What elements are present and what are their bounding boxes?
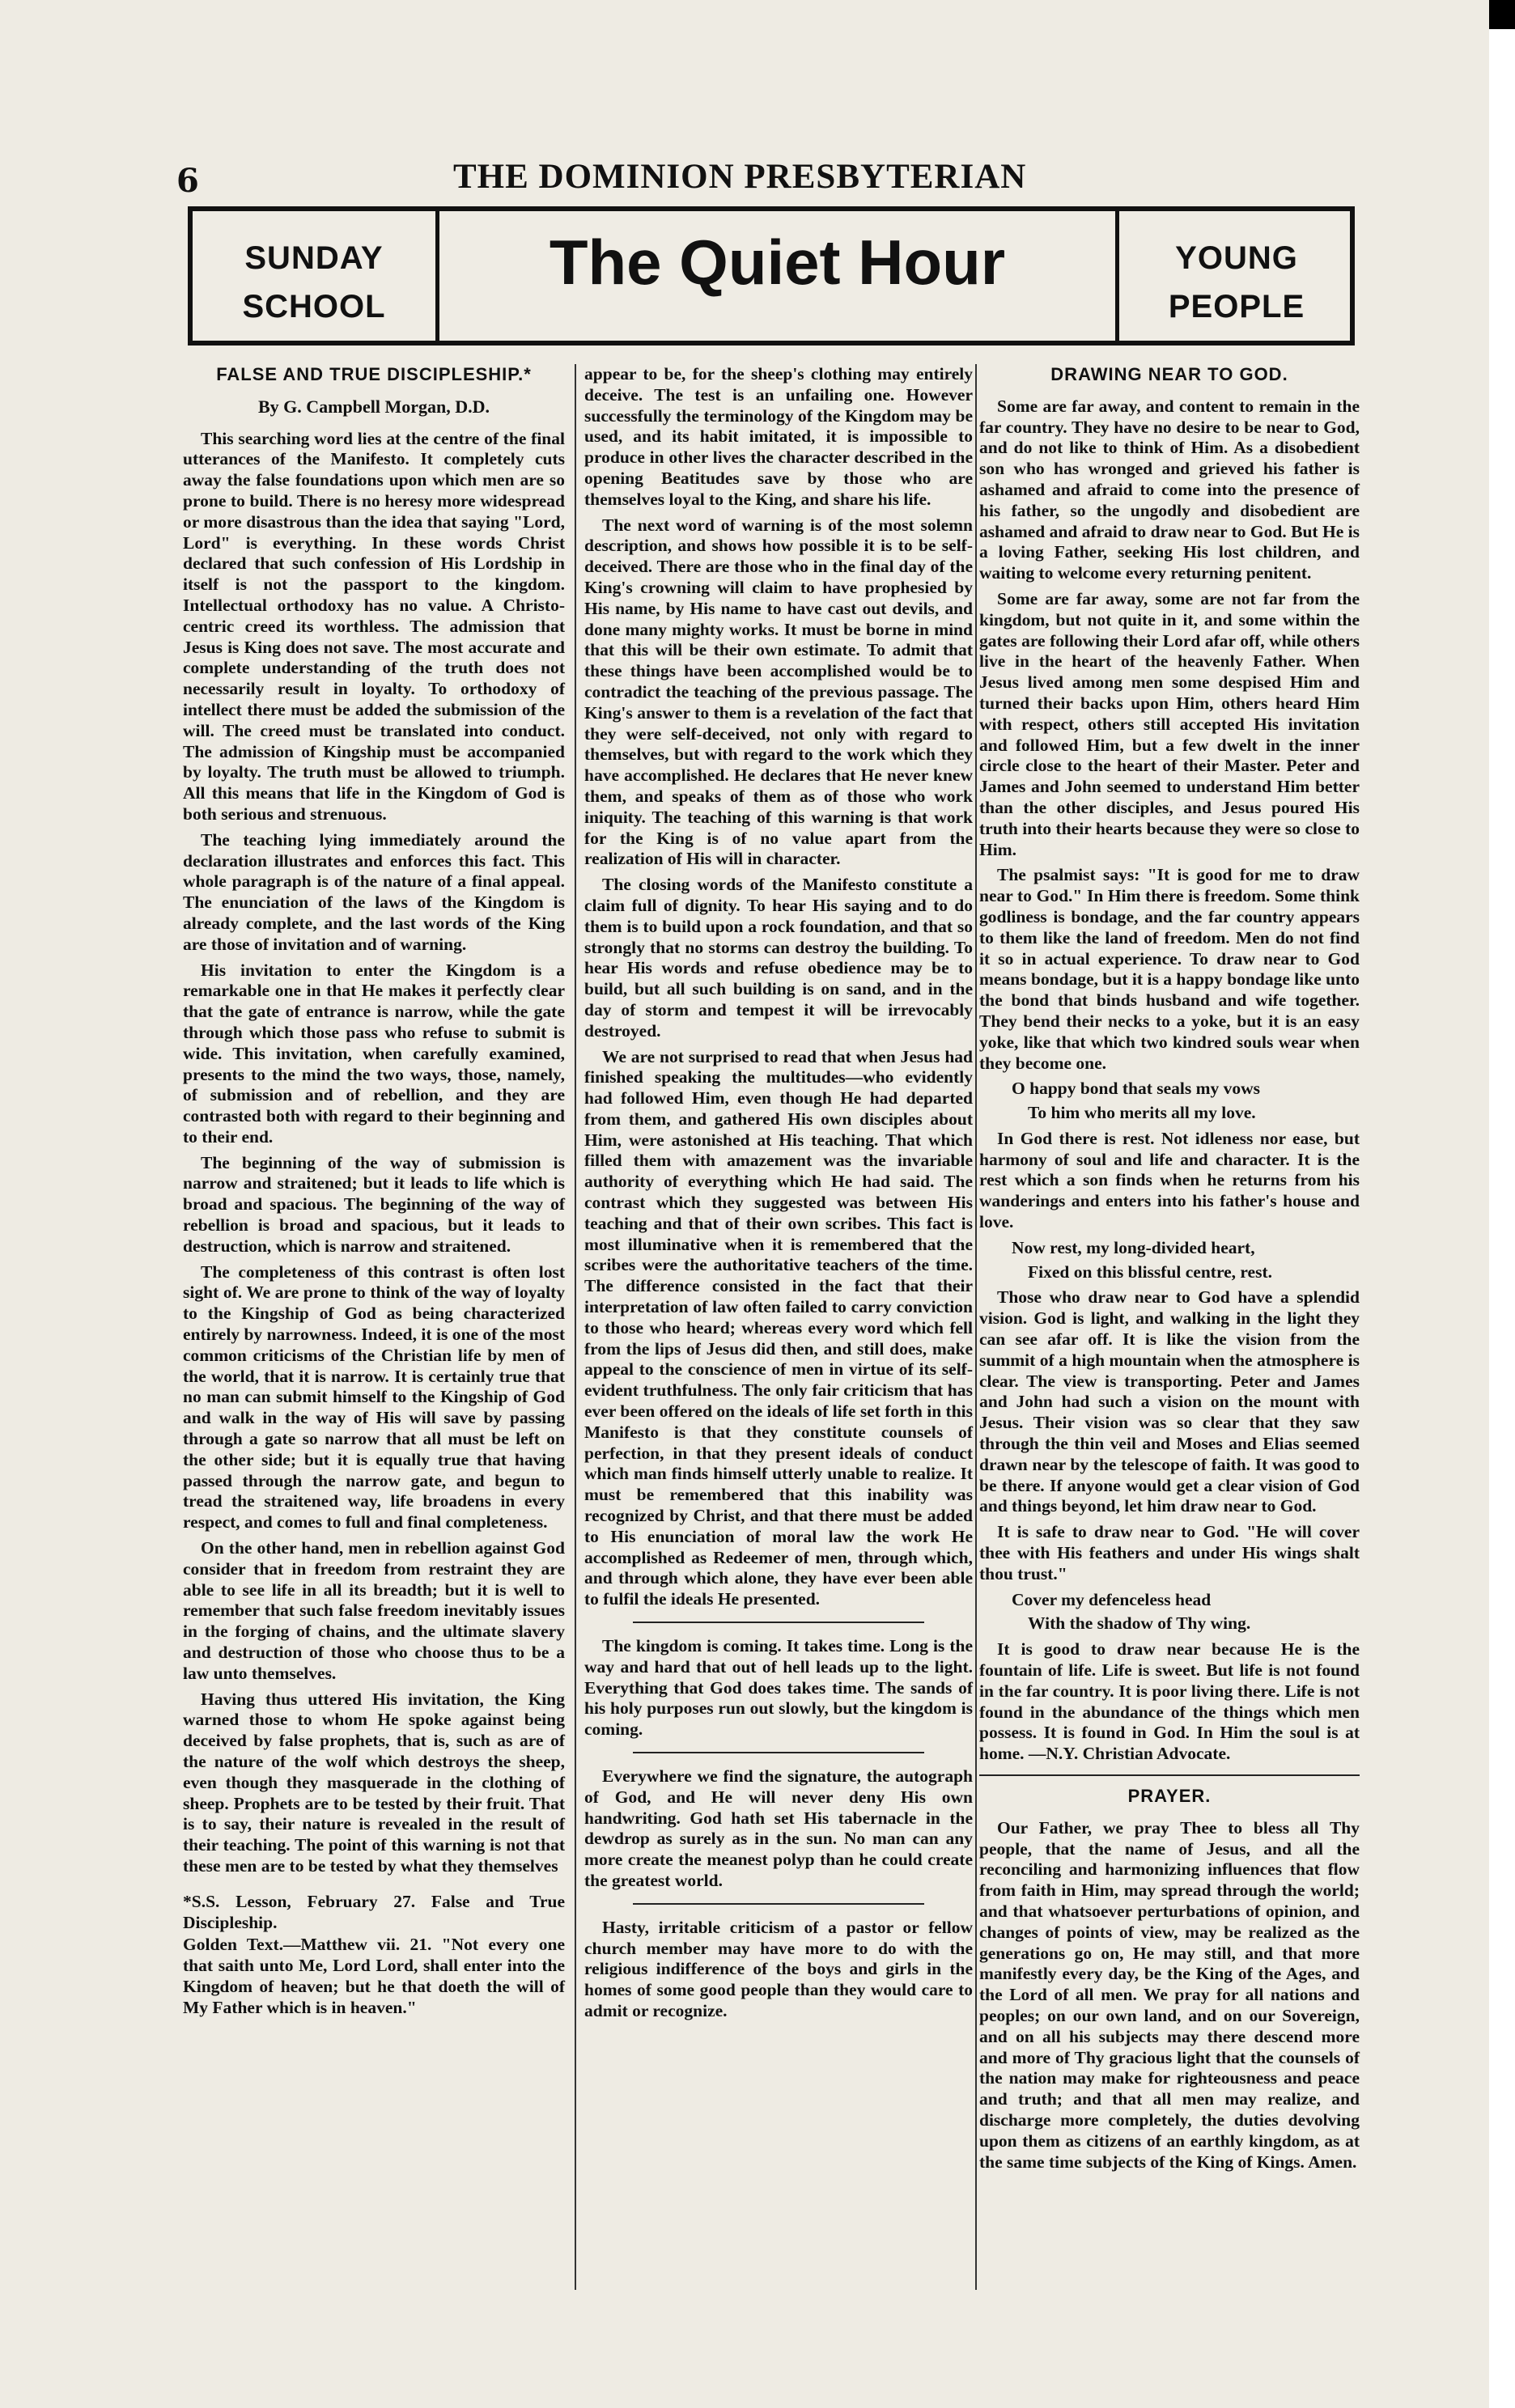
separator-rule (979, 1774, 1360, 1776)
paragraph: Those who draw near to God have a splendid vision. God is light, and walking in the light they can see afar off. It is like the vision from the summit of a high mountain when the atmosphere is clear. The view is transporting. Peter and James and John had such a vision on the mount with Jesus. Their vision was so clear that they saw through the thin veil and Moses and Elias seemed drawn near by the telescope of faith. It was good to be there. If anyone would get a clear vision of God and things beyond, let him draw near to God. (979, 1287, 1360, 1516)
article-title: DRAWING NEAR TO GOD. (1050, 364, 1288, 384)
verse-line: With the shadow of Thy wing. (1028, 1613, 1251, 1634)
paragraph: This searching word lies at the centre of the final utterances of the Manifesto. It completely cuts away the false foundations upon which men are so prone to build. There is no heresy more widespread or more disastrous than the idea that saying "Lord, Lord" is everything. In these words Christ declared that such confession of His Lordship in itself is not the passport to the kingdom. Intellectual orthodoxy has no value. A Christo-centric creed its worthless. The admission that Jesus is King does not save. The most accurate and complete understanding of the truth does not necessarily result in loyalty. To orthodoxy of intellect there must be added the submission of the will. The creed must be translated into conduct. The admission of Kingship must be accompanied by loyalty. The truth must be allowed to triumph. All this means that life in the Kingdom of God is both serious and strenuous. (183, 428, 565, 824)
column-2 (584, 364, 973, 2027)
banner-left-line1: SUNDAY (244, 240, 384, 276)
separator-rule (633, 1752, 924, 1753)
banner-right-line1: YOUNG (1175, 240, 1298, 276)
scan-margin (1489, 0, 1515, 2408)
verse-line: O happy bond that seals my vows (1012, 1079, 1261, 1099)
separator-rule (633, 1622, 924, 1623)
paragraph: On the other hand, men in rebellion against God consider that in freedom from restraint they are able to see life in all its breadth; but it is well to remember that such false freedom inevitably issues in the forging of chains, and the ultimate slavery and destruction of those who choose thus to be a law unto themselves. (183, 1538, 565, 1683)
page-number: 6 (176, 162, 199, 200)
column-1 (183, 364, 565, 2020)
paragraph: The teaching lying immediately around the declaration illustrates and enforces this fact. This whole paragraph is of the nature of a final appeal. The enunciation of the laws of the Kingdom is already complete, and the last words of the King are those of invitation and of warning. (183, 829, 565, 954)
golden-text: Golden Text.—Matthew vii. 21. "Not every one that saith unto Me, Lord Lord, shall enter into the Kingdom of heaven; but he that doeth the will of My Father which is in heaven." (183, 1935, 565, 2017)
verse-line: Cover my defenceless head (1012, 1589, 1212, 1609)
paragraph: The completeness of this contrast is often lost sight of. We are prone to think of the way of loyalty to the Kingship of God as being characterized entirely by narrowness. Indeed, it is one of the most common criticisms of the Christian life by men of the world, that it is narrow. It is certainly true that no man can submit himself to the Kingship of God and walk in the way of His will save by passing through a gate so narrow that all must be left on the other side; but it is equally true that having passed through the narrow gate, and begun to tread the straitened way, life broadens in every respect, and comes to full and final completeness. (183, 1261, 565, 1533)
article-byline: By G. Campbell Morgan, D.D. (258, 396, 490, 417)
scan-corner-mark (1489, 0, 1515, 29)
filler-paragraph: Hasty, irritable criticism of a pastor or fellow church member may have more to do with the religious indifference of the boys and girls in the homes of some good people than they would care to admit or recognize. (584, 1917, 973, 2020)
banner-right-label (1119, 234, 1354, 331)
banner-title: The Quiet Hour (549, 227, 1006, 298)
prayer-title: PRAYER. (1127, 1786, 1212, 1806)
paragraph: appear to be, for the sheep's clothing may entirely deceive. The test is an unfailing one. However successfully the terminology of the Kingdom may be used, and its habit imitated, it is impossible to produce in other lives the character described in the opening Beatitudes save by those who are themselves loyal to the King, and share his life. (584, 364, 973, 509)
footnote-title: *S.S. Lesson, February 27. False and True Discipleship. (183, 1891, 565, 1932)
banner-left-label (193, 234, 435, 331)
publication-title: THE DOMINION PRESBYTERIAN (453, 158, 1027, 196)
section-banner (188, 206, 1355, 346)
paragraph: In God there is rest. Not idleness nor ease, but harmony of soul and life and character. It is the rest which a son finds when he returns from his wanderings and enters into his father's house and love. (979, 1128, 1360, 1232)
column-rule (975, 364, 977, 2290)
paragraph: It is safe to draw near to God. "He will cover thee with His feathers and under His wings shalt thou trust." (979, 1522, 1360, 1583)
paragraph: His invitation to enter the Kingdom is a remarkable one in that He makes it perfectly clear that the gate of entrance is narrow, while the gate through which those pass who refuse to submit is wide. This invitation, when carefully examined, presents to the mind the two ways, those, namely, of submission and of rebellion, and they are contrasted both with regard to their beginning and to their end. (183, 960, 565, 1147)
paragraph: Some are far away, some are not far from the kingdom, but not quite in it, and some within the gates are following their Lord afar off, while others live in the heart of the heavenly Father. When Jesus lived among men some despised Him and turned their backs upon Him, others heard Him with respect, others still accepted His invitation and followed Him, but a few dwelt in the inner circle close to the heart of their Master. Peter and James and John seemed to understand Him better than the other disciples, and Jesus poured His truth into their hearts because they were so close to Him. (979, 588, 1360, 859)
paragraph: The closing words of the Manifesto constitute a claim full of dignity. To hear His saying and to do them is to build upon a rock foundation, and that so strongly that no storms can destroy the building. To hear His words and refuse obedience may be to build, but all such building is on sand, and in the day of storm and tempest it will be irrevocably destroyed. (584, 875, 973, 1041)
banner-right-line2: PEOPLE (1168, 289, 1305, 324)
separator-rule (633, 1903, 924, 1905)
banner-left-line2: SCHOOL (242, 289, 386, 324)
paragraph: The psalmist says: "It is good for me to draw near to God." In Him there is freedom. Some think godliness is bondage, and the far country appears to them like the land of freedom. Men do not find it so in actual experience. To draw near to God means bondage, but it is a happy bondage like unto the bond that binds husband and wife together. They bend their necks to a yoke, but it is an easy yoke, like that which two kindred souls wear when they become one. (979, 865, 1360, 1073)
column-3 (979, 364, 1360, 2177)
verse-line: To him who merits all my love. (1028, 1103, 1256, 1123)
paragraph: It is good to draw near because He is the fountain of life. Life is sweet. But life is not found in the far country. It is poor living there. Life is not found in the abundance of the things which men possess. It is found in God. In Him the soul is at home. —N.Y. Christian Advocate. (979, 1639, 1360, 1764)
column-rule (575, 364, 576, 2290)
paragraph: Having thus uttered His invitation, the King warned those to whom He spoke against being deceived by false prophets, that is, such as are of the nature of the wolf which destroys the sheep, even though they masquerade in the clothing of sheep. Prophets are to be tested by their fruit. That is to say, their nature is revealed in the result of their teaching. The point of this warning is not that these men are to be tested by what they themselves (183, 1689, 565, 1876)
filler-paragraph: The kingdom is coming. It takes time. Long is the way and hard that out of hell leads up to the light. Everything that God does takes time. The sands of his holy purposes run out slowly, but the kingdom is coming. (584, 1636, 973, 1740)
prayer-text: Our Father, we pray Thee to bless all Thy people, that the name of Jesus, and all the reconciling and harmonizing influences that flow from faith in Him, may spread through the world; and that whatsoever perturbations of opinion, and changes of points of view, may be realized as the generations go on, He may still, and that more manifestly every day, be the King of the Ages, and the Lord of all men. We pray for all nations and peoples; on our own land, and on our Sovereign, and on all his subjects may there descend more and more of Thy gracious light that the counsels of the nation may make for righteousness and peace and truth; and that all men may realize, and discharge more completely, the duties devolving upon them as citizens of an earthly kingdom, as at the same time subjects of the King of Kings. Amen. (979, 1817, 1360, 2172)
verse-line: Fixed on this blissful centre, rest. (1028, 1261, 1272, 1282)
verse-line: Now rest, my long-divided heart, (1012, 1237, 1255, 1257)
filler-paragraph: Everywhere we find the signature, the autograph of God, and He will never deny His own handwriting. God hath set His tabernacle in the dewdrop as surely as in the sun. No man can any more create the meanest polyp than he could create the greatest world. (584, 1766, 973, 1890)
paragraph: The next word of warning is of the most solemn description, and shows how possible it is to be self-deceived. There are those who in the final day of the King's crowning will claim to have prophesied by His name, by His name to have cast out devils, and done many mighty works. It must be borne in mind that this will be their own estimate. To admit that these things have been accomplished would be to contradict the teaching of the previous passage. The King's answer to them is a revelation of the fact that they were self-deceived, not only with regard to themselves, but with regard to the work which they have accomplished. He declares that He never knew them, and speaks of them as of those who work iniquity. The teaching of this warning is that work for the King is of no value apart from the realization of His will in character. (584, 515, 973, 869)
article-title: FALSE AND TRUE DISCIPLESHIP.* (216, 364, 532, 384)
paragraph: The beginning of the way of submission is narrow and straitened; but it leads to life which is broad and spacious. The beginning of the way of rebellion is broad and spacious, but it leads to destruction, which is narrow and straitened. (183, 1152, 565, 1256)
paragraph: We are not surprised to read that when Jesus had finished speaking the multitudes—who evidently had followed Him, even though He had departed from them, and gathered His own disciples about Him, were astonished at His teaching. That which filled them with amazement was the invariable authority of everything which He had said. The contrast which they suggested was between His teaching and that of their own scribes. This fact is most illuminative when it is remembered that the scribes were the authoritative teachers of the time. The difference consisted in the fact that their interpretation of law often failed to carry conviction to those who heard; whereas every word which fell from the lips of Jesus did then, and still does, make appeal to the conscience of men in virtue of its self-evident truthfulness. The only fair criticism that has ever been offered on the ideals of life set forth in this Manifesto is that they constitute counsels of perfection, in that they present ideals of conduct which man finds himself utterly unable to realize. It must be remembered that this inability was recognized by Christ, and that there must be added to His enunciation of moral law the work He accomplished as Redeemer of men, through which, and through which alone, they have ever been able to fulfil the ideals He presented. (584, 1046, 973, 1609)
paragraph: Some are far away, and content to remain in the far country. They have no desire to be near to God, and do not like to think of Him. As a disobedient son who has wronged and grieved his father is ashamed and afraid to come into the presence of his father, so the ungodly and disobedient are ashamed and afraid to draw near to God. But He is a loving Father, seeking His lost children, and waiting to welcome every returning penitent. (979, 396, 1360, 583)
